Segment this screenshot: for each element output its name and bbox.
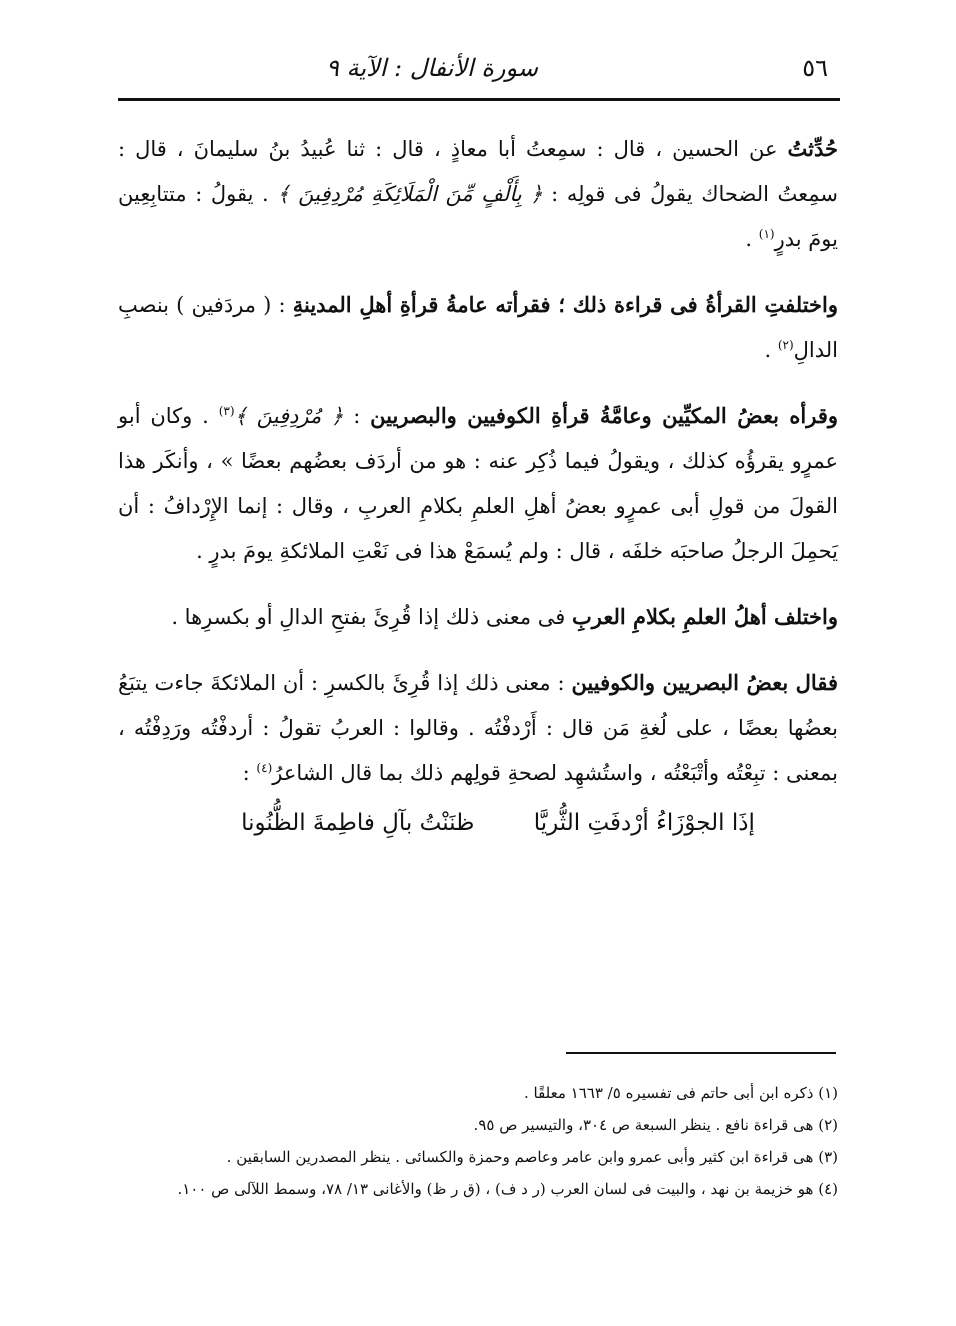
main-text [118, 126, 838, 836]
paragraph-bold-lead: واختلفتِ القرأةُ فى قراءة ذلك ؛ فقرأته عامةُ قرأةِ أهلِ المدينةِ [292, 292, 838, 317]
paragraph-lead: حُدِّثتُ [787, 136, 838, 161]
poetry-verse [118, 810, 838, 836]
paragraph-explanation [118, 660, 838, 796]
quran-quote: ﴿ بِأَلْفٍ مِّنَ الْمَلَائِكَةِ مُرْدِفِينَ ﴾ [277, 182, 543, 206]
footnote-ref-4: (٤) [256, 761, 273, 775]
footnotes [118, 1078, 838, 1206]
paragraph-text: : ( مردَفين ) بنصبِ الدالِ [118, 293, 838, 362]
paragraph-bold-lead: فقال بعضُ البصريين والكوفيين [571, 670, 838, 695]
paragraph-end: . [745, 227, 759, 251]
paragraph-end: . [764, 338, 778, 362]
paragraph-text: عن الحسين ، قال : سمِعتُ أبا معاذٍ ، قال : ثنا عُبيدُ بنُ سليمانَ ، قال : سمِعتُ الضحاك يقولُ فى قولِه : [118, 137, 838, 206]
footnote-1: (١) ذكره ابن أبى حاتم فى تفسيره ٥/ ١٦٦٣ معلقًا . [523, 1084, 838, 1102]
footnote-ref-2: (٢) [777, 338, 794, 352]
footnote-ref-3: (٣) [218, 404, 235, 418]
footnote-2: (٢) هى قراءة نافع . ينظر السبعة ص ٣٠٤، والتيسير ص ٩٥. [473, 1116, 838, 1134]
footnote-4: (٤) هو خزيمة بن نهد ، والبيت فى لسان العرب (ر د ف) ، (ق ر ظ) والأغانى ١٣/ ٧٨، وسمط اللآلى ص ١٠٠. [177, 1180, 838, 1198]
footnote-rule [566, 1052, 836, 1054]
running-title: سورة الأنفال : الآية ٩ [326, 54, 538, 82]
quran-quote: ﴿ مُرْدِفِينَ ﴾ [234, 404, 344, 428]
paragraph-hadith [118, 126, 838, 262]
paragraph-text: . يقولُ : متتابِعِين يومَ بدرٍ [118, 182, 838, 251]
paragraph-text: : معنى ذلك إذا قُرِئَ بالكسرِ : أن الملائكةَ جاءت يتبَعُ بعضُها بعضًا ، على لُغةِ مَن قال : أَرْدفْتُه . وقالوا : العربُ تقولُ : أردفْتُه ورَدِفْتُه ، بمعنى : تبِعْتُه وأتْبَعْتُه ، واستُشهِد لصحةِ قولِهم ذلك بما قال الشاعرُ [118, 671, 838, 785]
paragraph-text: فى معنى ذلك إذا قُرِئَ بفتحِ الدالِ أو بكسرِها . [171, 605, 572, 629]
paragraph-meaning [118, 594, 838, 640]
header-rule [118, 98, 840, 101]
paragraph-bold-lead: وقرأه بعضُ المكيِّين وعامَّةُ قرأةِ الكوفيين والبصريين [370, 403, 838, 428]
footnote-ref-1: (١) [758, 227, 775, 241]
paragraph-other-readings [118, 393, 838, 574]
paragraph-bold-lead: واختلف أهلُ العلمِ بكلامِ العربِ [571, 604, 838, 629]
paragraph-text: : [343, 404, 371, 428]
verse-first-hemistich: إذَا الجوْزَاءُ أرْدفَتِ الثُّريَّا [533, 810, 755, 836]
footnote-3: (٣) هى قراءة ابن كثير وأبى عمرو وابن عامر وعاصم وحمزة والكسائى . ينظر المصدرين السابقين . [226, 1148, 838, 1166]
paragraph-end: : [242, 761, 257, 785]
page-header [118, 48, 838, 98]
verse-second-hemistich: ظنَنْتُ بآلِ فاطِمةَ الظُّنُونا [241, 810, 475, 836]
paragraph-readings [118, 282, 838, 373]
page-number: ٥٦ [802, 54, 828, 82]
paragraph-text: . وكان أبو عمرٍو يقرؤُه كذلك ، ويقولُ فيما ذُكِر عنه : هو من أردَف بعضُهم بعضًا » ، وأنكَر هذا القولَ من قولِ أبى عمرٍو بعضُ أهلِ العلمِ بكلامِ العربِ ، وقال : إنما الإِرْدافُ : أن يَحمِلَ الرجلُ صاحبَه خلفَه ، قال : ولم يُسمَعْ هذا فى نَعْتِ الملائكةِ يومَ بدرٍ . [118, 404, 838, 563]
